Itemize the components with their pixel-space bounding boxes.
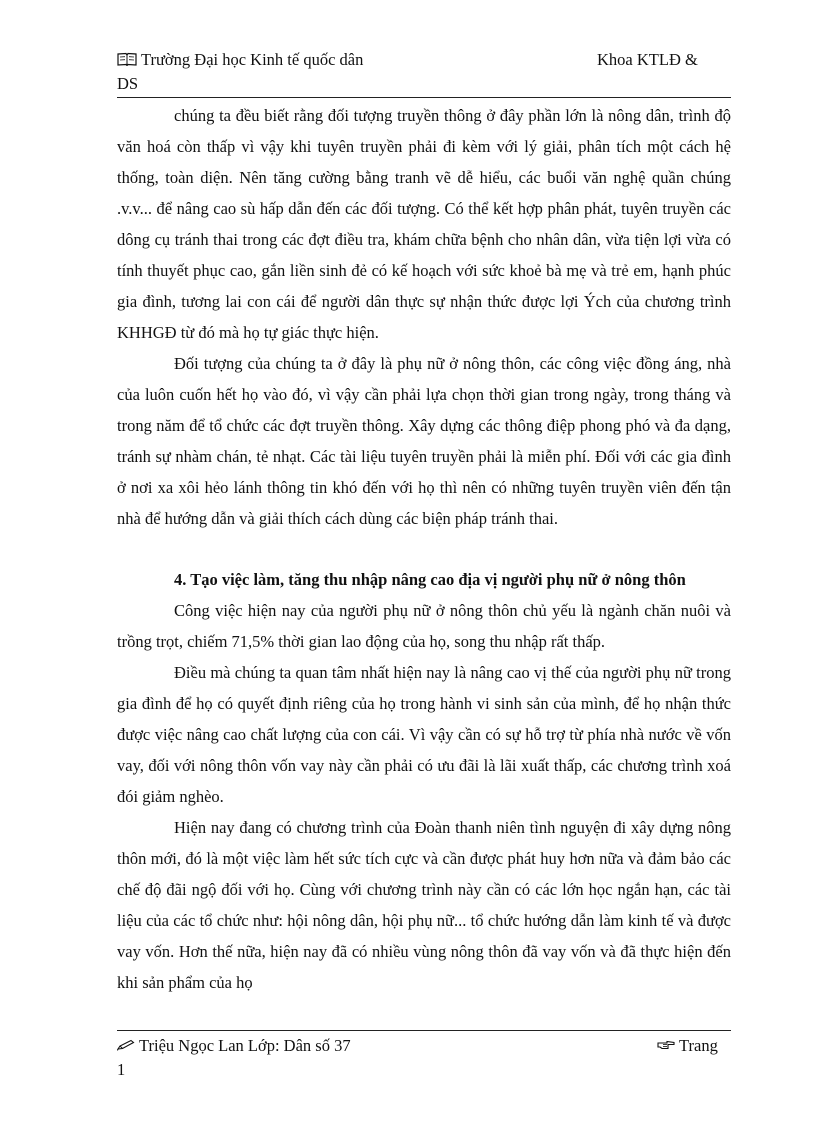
paragraph: chúng ta đều biết rằng đối tượng truyền thông ở đây phần lớn là nông dân, trình độ văn hoá còn thấp vì vậy khi tuyên truyền phải đi kèm với lý giải, phân tích một cách hệ thống, toàn diện. Nên tăng cường bằng tranh vẽ dễ hiểu, các buổi văn nghệ quần chúng .v.v... để nâng cao sù hấp dẫn đến các đối tượng. Có thể kết hợp phân phát, tuyên truyền các dông cụ tránh thai trong các đợt điều tra, khám chữa bệnh cho nhân dân, vừa tiện lợi vừa có tính thuyết phục cao, gắn liền sinh đẻ có kế hoạch với sức khoẻ bà mẹ và trẻ em, hạnh phúc gia đình, tương lai con cái để người dân thực sự nhận thức được lợi Ých của chương trình KHHGĐ từ đó mà họ tự giác thực hiện. [117, 106, 731, 342]
document-body [117, 100, 731, 998]
paragraph: Công việc hiện nay của người phụ nữ ở nông thôn chủ yếu là ngành chăn nuôi và trồng trọt, chiếm 71,5% thời gian lao động của họ, song thu nhập rất thấp. [117, 601, 731, 651]
footer-right [657, 1034, 718, 1058]
header-faculty-wrap: DS [117, 74, 139, 93]
paragraph: Điều mà chúng ta quan tâm nhất hiện nay là nâng cao vị thế của người phụ nữ trong gia đình để họ có quyết định riêng của họ trong hành vi sinh sản của mình, để họ nhận thức được việc nâng cao chất lượng của con cái. Vì vậy cần có sự hỗ trợ từ phía nhà nước về vốn vay, đối với nông thôn vốn vay này cần phải có ưu đãi là lãi xuất thấp, các chương trình xoá đói giảm nghèo. [117, 663, 731, 806]
header-university: Trường Đại học Kinh tế quốc dân [141, 50, 364, 69]
header-faculty: Khoa KTLĐ & [597, 50, 698, 69]
section-heading: 4. Tạo việc làm, tăng thu nhập nâng cao địa vị người phụ nữ ở nông thôn [174, 570, 686, 589]
footer-author: Triệu Ngọc Lan Lớp: Dân số 37 [139, 1036, 351, 1055]
book-icon [117, 52, 137, 66]
page-header [117, 48, 731, 98]
footer-divider [117, 1030, 731, 1031]
footer-left [117, 1034, 351, 1058]
pointing-hand-icon [657, 1039, 675, 1051]
pen-icon [117, 1039, 135, 1051]
header-left [117, 48, 363, 72]
paragraph: Hiện nay đang có chương trình của Đoàn thanh niên tình nguyện đi xây dựng nông thôn mới, đó là một việc làm hết sức tích cực và cần được phát huy hơn nữa và đảm bảo các chế độ đãi ngộ đối với họ. Cùng với chương trình này cần có các lớn học ngắn hạn, các tài liệu của các tổ chức như: hội nông dân, hội phụ nữ... tổ chức hướng dẫn làm kinh tế và được vay vốn. Hơn thế nữa, hiện nay đã có nhiều vùng nông thôn đã vay vốn và đã thực hiện đến khi sản phẩm của họ [117, 818, 731, 992]
page-number: 1 [117, 1060, 126, 1079]
page-footer [117, 1034, 731, 1084]
paragraph: Đối tượng của chúng ta ở đây là phụ nữ ở nông thôn, các công việc đồng áng, nhà của luôn cuốn hết họ vào đó, vì vậy cần phải lựa chọn thời gian trong ngày, trong tháng và trong năm để tổ chức các đợt truyền thông. Xây dựng các thông điệp phong phó và đa dạng, tránh sự nhàm chán, tẻ nhạt. Các tài liệu tuyên truyền phải là miễn phí. Đối với các gia đình ở nơi xa xôi hẻo lánh thông tin khó đến với họ thì nên có những tuyên truyền viên đến tận nhà để hướng dẫn và giải thích cách dùng các biện pháp tránh thai. [117, 354, 731, 528]
spacer [117, 534, 731, 564]
footer-page-label: Trang [679, 1036, 718, 1055]
header-divider [117, 97, 731, 98]
